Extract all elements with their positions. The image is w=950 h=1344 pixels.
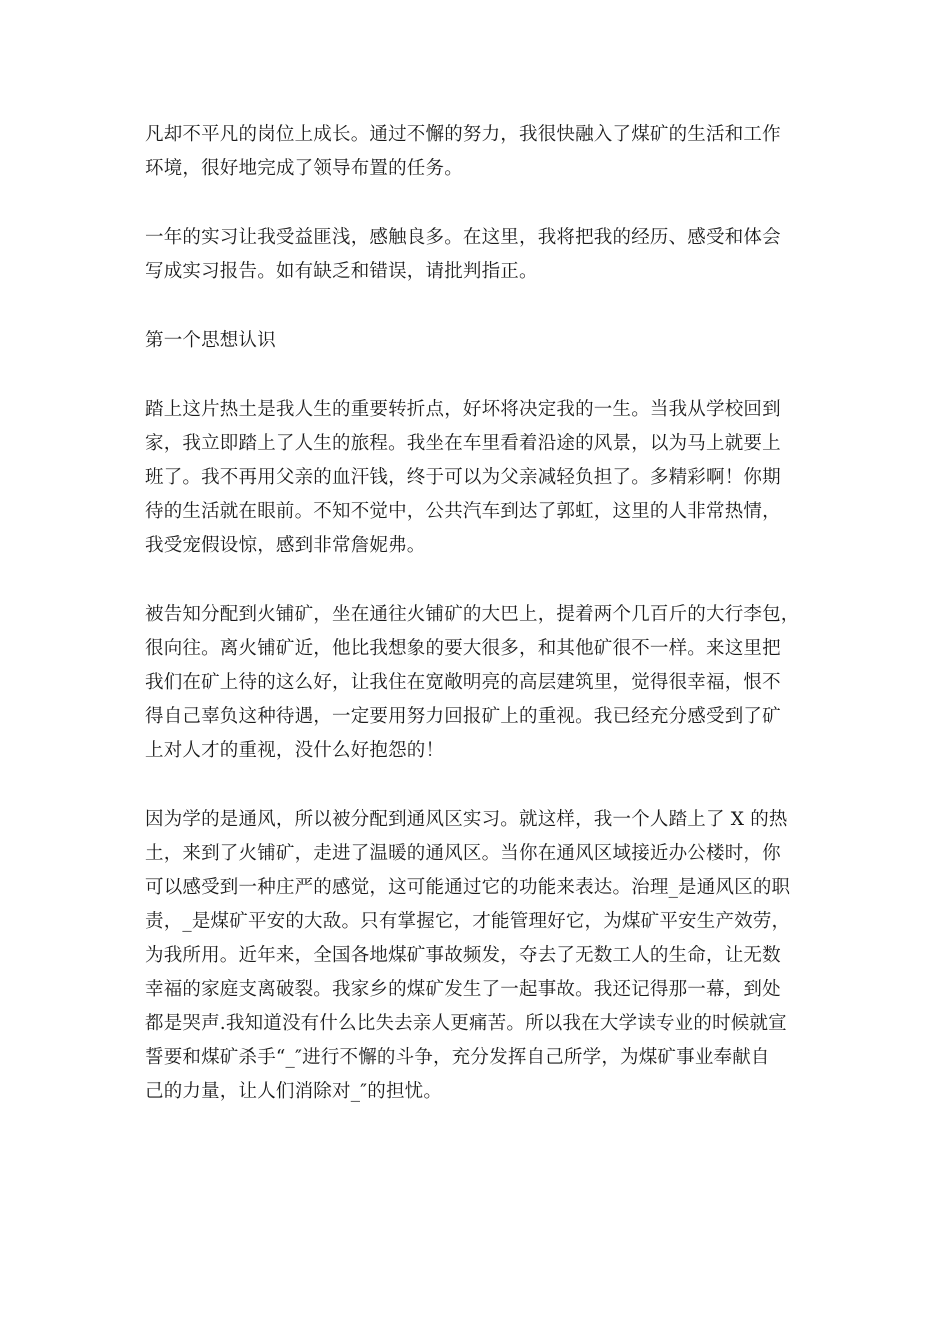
text-line: 环境，很好地完成了领导布置的任务。 [145, 158, 463, 179]
text-line: 上对人才的重视，没什么好抱怨的！ [145, 740, 445, 761]
text-line: 可以感受到一种庄严的感觉，这可能通过它的功能来表达。治理_是通风区的职 [145, 877, 791, 898]
text-line: 班了。我不再用父亲的血汗钱，终于可以为父亲减轻负担了。多精彩啊！你期 [145, 467, 781, 488]
text-line: 幸福的家庭支离破裂。我家乡的煤矿发生了一起事故。我还记得那一幕，到处 [145, 979, 781, 1000]
text-line: 我受宠假设惊，感到非常詹妮弗。 [145, 535, 426, 556]
text-line: 一年的实习让我受益匪浅，感触良多。在这里，我将把我的经历、感受和体会 [145, 227, 781, 248]
text-line: 为我所用。近年来，全国各地煤矿事故频发，夺去了无数工人的生命，让无数 [145, 945, 781, 966]
text-line: 都是哭声.我知道没有什么比失去亲人更痛苦。所以我在大学读专业的时候就宣 [145, 1013, 787, 1034]
paragraph [145, 598, 810, 768]
text-line: 很向往。离火铺矿近，他比我想象的要大很多，和其他矿很不一样。来这里把 [145, 638, 781, 659]
paragraph [145, 393, 810, 563]
paragraph [145, 803, 810, 1109]
text-line: 家，我立即踏上了人生的旅程。我坐在车里看着沿途的风景，以为马上就要上 [145, 433, 781, 454]
text-line: 誓要和煤矿杀手“_″进行不懈的斗争，充分发挥自己所学，为煤矿事业奉献自 [145, 1047, 770, 1068]
paragraph [145, 221, 810, 289]
text-line: 我们在矿上待的这么好，让我住在宽敞明亮的高层建筑里，觉得很幸福，恨不 [145, 672, 781, 693]
text-line: 己的力量，让人们消除对_″的担忧。 [145, 1081, 443, 1102]
text-line: 凡却不平凡的岗位上成长。通过不懈的努力，我很快融入了煤矿的生活和工作 [145, 124, 781, 145]
text-line: 因为学的是通风，所以被分配到通风区实习。就这样，我一个人踏上了 X 的热 [145, 809, 788, 830]
text-line: 被告知分配到火铺矿，坐在通往火铺矿的大巴上，提着两个几百斤的大行李包， [145, 604, 800, 625]
section-heading [145, 324, 810, 358]
document-body [145, 118, 810, 1144]
text-line: 土，来到了火铺矿，走进了温暖的通风区。当你在通风区域接近办公楼时，你 [145, 843, 781, 864]
text-line: 写成实习报告。如有缺乏和错误，请批判指正。 [145, 261, 538, 282]
heading-line: 第一个思想认识 [145, 330, 276, 351]
text-line: 踏上这片热土是我人生的重要转折点，好坏将决定我的一生。当我从学校回到 [145, 399, 781, 420]
paragraph [145, 118, 810, 186]
text-line: 得自己辜负这种待遇，一定要用努力回报矿上的重视。我已经充分感受到了矿 [145, 706, 781, 727]
text-line: 责，_是煤矿平安的大敌。只有掌握它，才能管理好它，为煤矿平安生产效劳， [145, 911, 791, 932]
text-line: 待的生活就在眼前。不知不觉中，公共汽车到达了郭虹，这里的人非常热情， [145, 501, 781, 522]
